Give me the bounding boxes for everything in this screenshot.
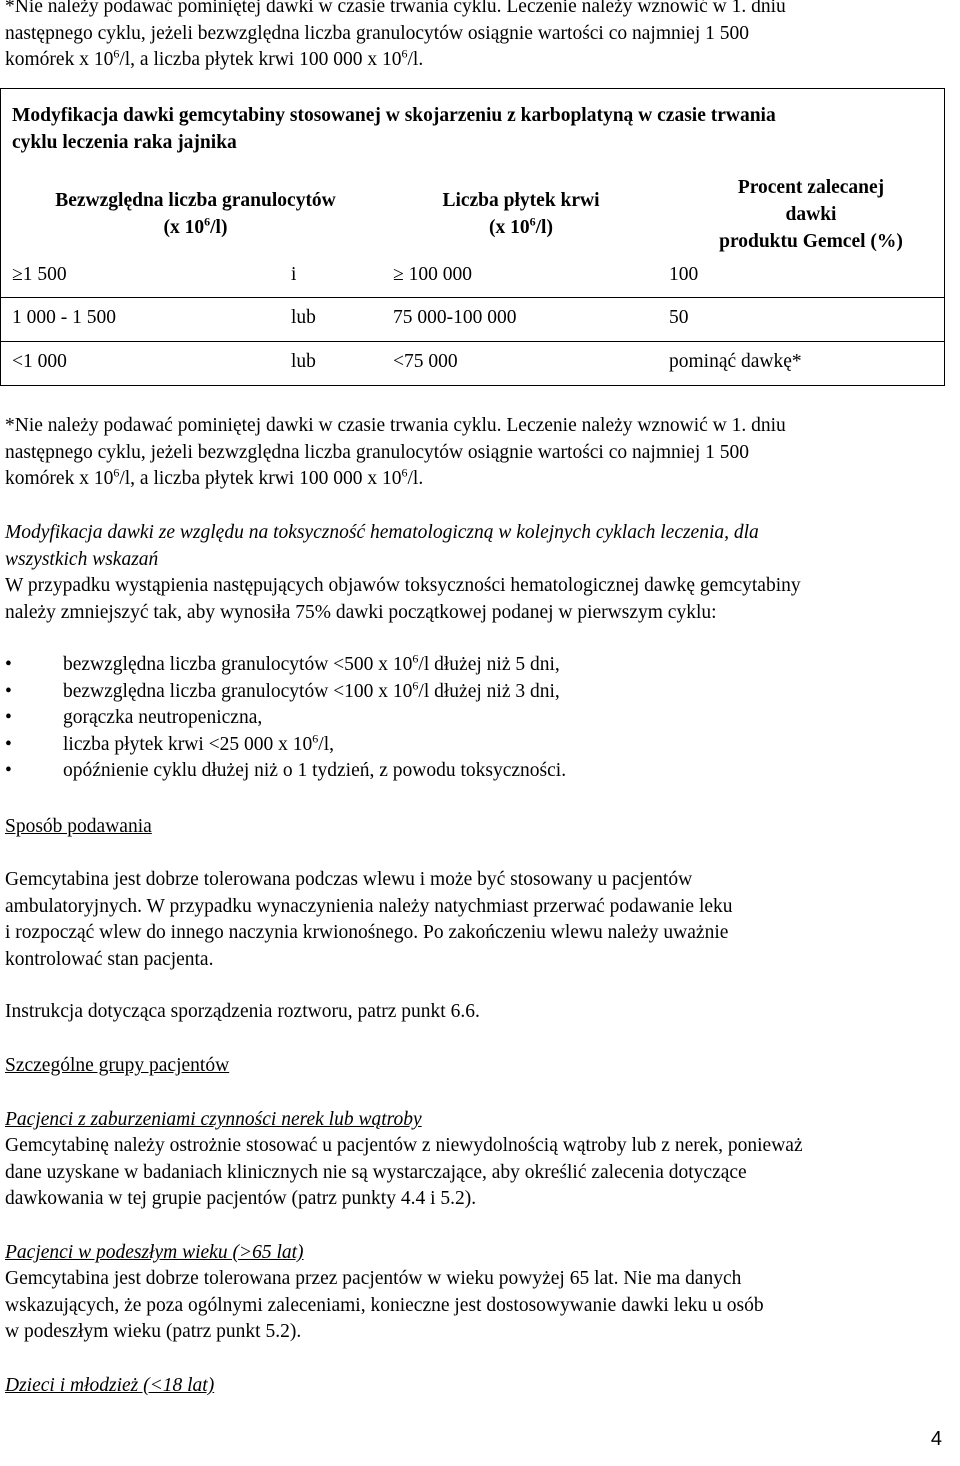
bullet-icon: • bbox=[5, 680, 12, 702]
bullet-icon: • bbox=[5, 707, 12, 728]
elderly-line2: wskazujących, że poza ogólnymi zaleceniami, konieczne jest dostosowywanie dawki leku u osób bbox=[5, 1294, 764, 1316]
row-conjunction: i bbox=[291, 264, 297, 285]
row-granulocytes bbox=[12, 264, 67, 286]
ge-symbol: ≥ bbox=[393, 264, 404, 285]
row-platelets: 75 000-100 000 bbox=[393, 307, 517, 328]
header-dose-line1: Procent zalecanej bbox=[737, 177, 885, 198]
list-item-text bbox=[63, 732, 334, 759]
hemtox-text-line1: W przypadku wystąpienia następujących objawów toksyczności hematologicznej dawkę gemcytabiny bbox=[5, 575, 801, 596]
cell-value: 100 000 bbox=[408, 264, 472, 285]
list-text: /l, bbox=[318, 733, 335, 755]
bottom-note-line2: następnego cyklu, jeżeli bezwzględna liczba granulocytów osiągnie wartości co najmniej 1 500 bbox=[5, 441, 749, 463]
header-dose-percent bbox=[689, 174, 933, 255]
cell-value: 1 500 bbox=[22, 264, 67, 285]
bottom-note-text: komórek x 10 bbox=[5, 468, 114, 489]
list-item-text: opóźnienie cyklu dłużej niż o 1 tydzień, z powodu toksyczności. bbox=[63, 760, 567, 781]
hemtox-heading-line2: wszystkich wskazań bbox=[5, 548, 159, 570]
administration-line1: Gemcytabina jest dobrze tolerowana podczas wlewu i może być stosowany u pacjentów bbox=[5, 869, 693, 890]
list-text: /l dłużej niż 5 dni, bbox=[418, 654, 560, 675]
superscript: 6 bbox=[113, 46, 120, 61]
bullet-icon: • bbox=[5, 733, 12, 755]
administration-line2: ambulatoryjnych. W przypadku wynaczynienia należy natychmiast przerwać podawanie leku bbox=[5, 895, 733, 917]
administration-heading: Sposób podawania bbox=[5, 816, 152, 837]
reconstitution-note: Instrukcja dotycząca sporządzenia roztworu, patrz punkt 6.6. bbox=[5, 1001, 480, 1022]
superscript: 6 bbox=[113, 465, 120, 480]
table-title-line1: Modyfikacja dawki gemcytabiny stosowanej w skojarzeniu z karboplatyną w czasie trwania bbox=[12, 105, 776, 126]
row-platelets bbox=[393, 264, 472, 286]
superscript: 6 bbox=[412, 651, 419, 666]
row-conjunction: lub bbox=[291, 351, 316, 372]
list-item-text bbox=[63, 652, 560, 679]
administration-paragraph bbox=[5, 867, 955, 973]
top-note-text: komórek x 10 bbox=[5, 49, 114, 70]
elderly-paragraph bbox=[5, 1266, 955, 1346]
page-number: 4 bbox=[930, 1428, 942, 1450]
bottom-note bbox=[5, 413, 955, 493]
top-note-line2: następnego cyklu, jeżeli bezwzględna liczba granulocytów osiągnie wartości co najmniej 1 500 bbox=[5, 22, 749, 44]
top-note-line3 bbox=[5, 47, 955, 74]
row-dose: 50 bbox=[669, 307, 689, 328]
administration-line3: i rozpocząć wlew do innego naczynia krwionośnego. Po zakończeniu wlewu należy uważnie bbox=[5, 922, 729, 943]
row-platelets: <75 000 bbox=[393, 351, 458, 372]
renal-hepatic-paragraph bbox=[5, 1133, 955, 1213]
top-note-text: /l. bbox=[407, 49, 424, 70]
table-row bbox=[1, 297, 944, 340]
row-granulocytes: 1 000 - 1 500 bbox=[12, 307, 116, 328]
unit-text: (x 10 bbox=[489, 217, 530, 238]
hemtox-heading bbox=[5, 520, 955, 573]
header-platelets-label: Liczba płytek krwi bbox=[442, 190, 600, 211]
elderly-line3: w podeszłym wieku (patrz punkt 5.2). bbox=[5, 1321, 302, 1342]
superscript: 6 bbox=[204, 214, 211, 229]
list-text: liczba płytek krwi <25 000 x 10 bbox=[63, 733, 313, 755]
hemtox-text-line2: należy zmniejszyć tak, aby wynosiła 75% dawki początkowej podanej w pierwszym cyklu: bbox=[5, 601, 717, 623]
superscript: 6 bbox=[412, 678, 419, 692]
top-note bbox=[5, 0, 955, 74]
administration-line4: kontrolować stan pacjenta. bbox=[5, 948, 214, 970]
list-text: bezwzględna liczba granulocytów <500 x 10 bbox=[63, 654, 413, 675]
children-heading: Dzieci i młodzież (<18 lat) bbox=[5, 1375, 215, 1396]
list-text: /l dłużej niż 3 dni, bbox=[418, 680, 560, 702]
elderly-line1: Gemcytabina jest dobrze tolerowana przez pacjentów w wieku powyżej 65 lat. Nie ma danych bbox=[5, 1268, 742, 1289]
header-dose-line3: produktu Gemcel (%) bbox=[719, 231, 903, 252]
row-granulocytes: <1 000 bbox=[12, 351, 67, 372]
row-dose: 100 bbox=[669, 264, 699, 285]
superscript: 6 bbox=[401, 46, 408, 61]
header-platelets bbox=[421, 187, 621, 241]
bottom-note-text: /l, a liczba płytek krwi 100 000 x 10 bbox=[119, 468, 402, 489]
renal-line2: dane uzyskane w badaniach klinicznych nie są wystarczające, aby określić zalecenia dotyczące bbox=[5, 1161, 747, 1183]
header-granulocytes bbox=[23, 187, 368, 241]
list-item-text bbox=[63, 679, 560, 706]
header-granulocytes-unit bbox=[23, 214, 368, 241]
top-note-text: /l, a liczba płytek krwi 100 000 x 10 bbox=[119, 49, 402, 70]
unit-text: /l) bbox=[210, 217, 228, 238]
dose-modification-table bbox=[0, 88, 945, 386]
table-title bbox=[12, 103, 937, 156]
renal-hepatic-heading: Pacjenci z zaburzeniami czynności nerek lub wątroby bbox=[5, 1109, 422, 1130]
row-dose: pominąć dawkę* bbox=[669, 351, 802, 372]
row-conjunction: lub bbox=[291, 307, 316, 328]
unit-text: /l) bbox=[535, 217, 553, 238]
list-text: bezwzględna liczba granulocytów <100 x 10 bbox=[63, 680, 413, 702]
elderly-heading: Pacjenci w podeszłym wieku (>65 lat) bbox=[5, 1242, 304, 1263]
ge-symbol: ≥ bbox=[12, 264, 23, 285]
bottom-note-text: /l. bbox=[407, 468, 424, 489]
hemtox-text bbox=[5, 573, 955, 626]
table-title-line2: cyklu leczenia raka jajnika bbox=[12, 131, 237, 153]
special-groups-heading: Szczególne grupy pacjentów bbox=[5, 1055, 230, 1076]
header-platelets-unit bbox=[421, 214, 621, 241]
table-row bbox=[1, 255, 944, 297]
header-dose-line2: dawki bbox=[785, 204, 837, 225]
table-row bbox=[1, 341, 944, 384]
renal-line3: dawkowania w tej grupie pacjentów (patrz punkty 4.4 i 5.2). bbox=[5, 1188, 477, 1209]
unit-text: (x 10 bbox=[163, 217, 205, 238]
renal-line1: Gemcytabinę należy ostrożnie stosować u pacjentów z niewydolnością wątroby lub z nerek, ponieważ bbox=[5, 1135, 803, 1156]
header-granulocytes-label: Bezwzględna liczba granulocytów bbox=[55, 190, 336, 211]
bottom-note-line1: *Nie należy podawać pominiętej dawki w czasie trwania cyklu. Leczenie należy wznowić w 1. dniu bbox=[5, 415, 786, 436]
hemtox-heading-line1: Modyfikacja dawki ze względu na toksyczność hematologiczną w kolejnych cyklach leczenia, dla bbox=[5, 522, 759, 543]
list-item-text: gorączka neutropeniczna, bbox=[63, 707, 263, 728]
hemtox-bullet-list bbox=[0, 652, 960, 792]
bullet-icon: • bbox=[5, 654, 12, 675]
superscript: 6 bbox=[312, 731, 319, 745]
top-note-line1: *Nie należy podawać pominiętej dawki w czasie trwania cyklu. Leczenie należy wznowić w 1. dniu bbox=[5, 0, 786, 17]
superscript: 6 bbox=[401, 465, 408, 480]
bottom-note-line3 bbox=[5, 466, 955, 493]
superscript: 6 bbox=[529, 214, 536, 229]
bullet-icon: • bbox=[5, 760, 12, 781]
